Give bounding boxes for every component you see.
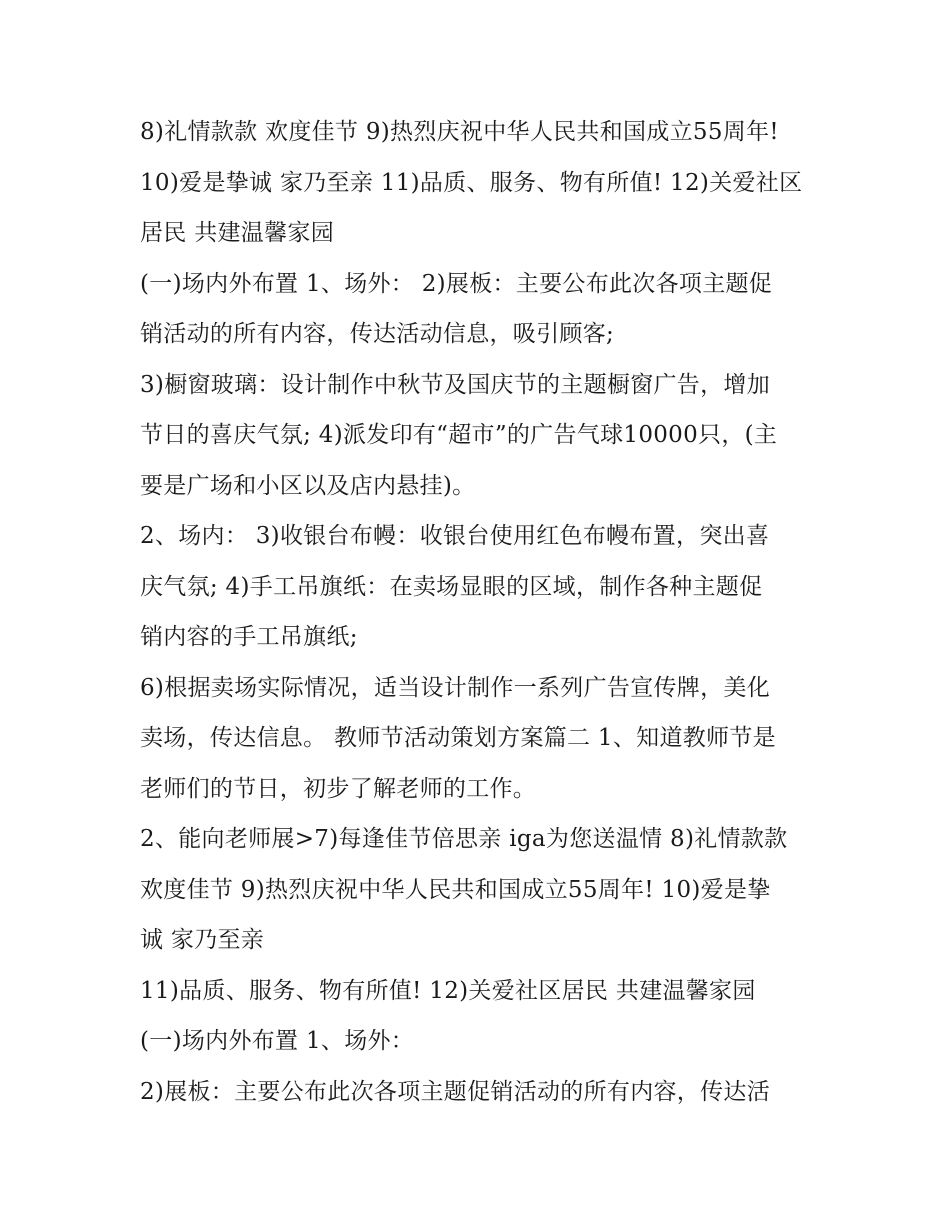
text-line: 要是广场和小区以及店内悬挂)。 (140, 472, 476, 499)
text-line: 销活动的所有内容，传达活动信息，吸引顾客; (140, 321, 615, 347)
text-line: 节日的喜庆气氛; 4)派发印有“超市”的广告气球10000只，(主 (140, 422, 778, 448)
text-line: 销内容的手工吊旗纸; (140, 624, 358, 650)
text-line: 卖场，传达信息。 教师节活动策划方案篇二 1、知道教师节是 (140, 725, 776, 751)
text-line: 老师们的节日，初步了解老师的工作。 (140, 775, 537, 802)
text-line: 2、场内： 3)收银台布幔：收银台使用红色布幔布置，突出喜 (140, 523, 770, 549)
text-line: (一)场内外布置 1、场外： 2)展板：主要公布此次各项主题促 (140, 270, 773, 297)
text-line: 庆气氛; 4)手工吊旗纸：在卖场显眼的区域，制作各种主题促 (140, 573, 763, 600)
text-line: 10)爱是挚诚 家乃至亲 11)品质、服务、物有所值! 12)关爱社区 (140, 169, 803, 196)
text-line: 居民 共建温馨家园 (140, 220, 335, 246)
text-line: 诚 家乃至亲 (140, 927, 265, 953)
text-line: 6)根据卖场实际情况，适当设计制作一系列广告宣传牌，美化 (140, 674, 771, 701)
text-line: 8)礼情款款 欢度佳节 9)热烈庆祝中华人民共和国成立55周年! (140, 119, 779, 145)
text-line: (一)场内外布置 1、场外： (140, 1028, 415, 1054)
text-line: 2、能向老师展>7)每逢佳节倍思亲 iga为您送温情 8)礼情款款 (140, 826, 788, 852)
text-line: 欢度佳节 9)热烈庆祝中华人民共和国成立55周年! 10)爱是挚 (140, 876, 771, 903)
text-line: 11)品质、服务、物有所值! 12)关爱社区居民 共建温馨家园 (140, 977, 756, 1004)
text-line: 3)橱窗玻璃：设计制作中秋节及国庆节的主题橱窗广告，增加 (140, 371, 771, 398)
text-line: 2)展板：主要公布此次各项主题促销活动的所有内容，传达活 (140, 1078, 771, 1105)
document-body (140, 107, 812, 1117)
